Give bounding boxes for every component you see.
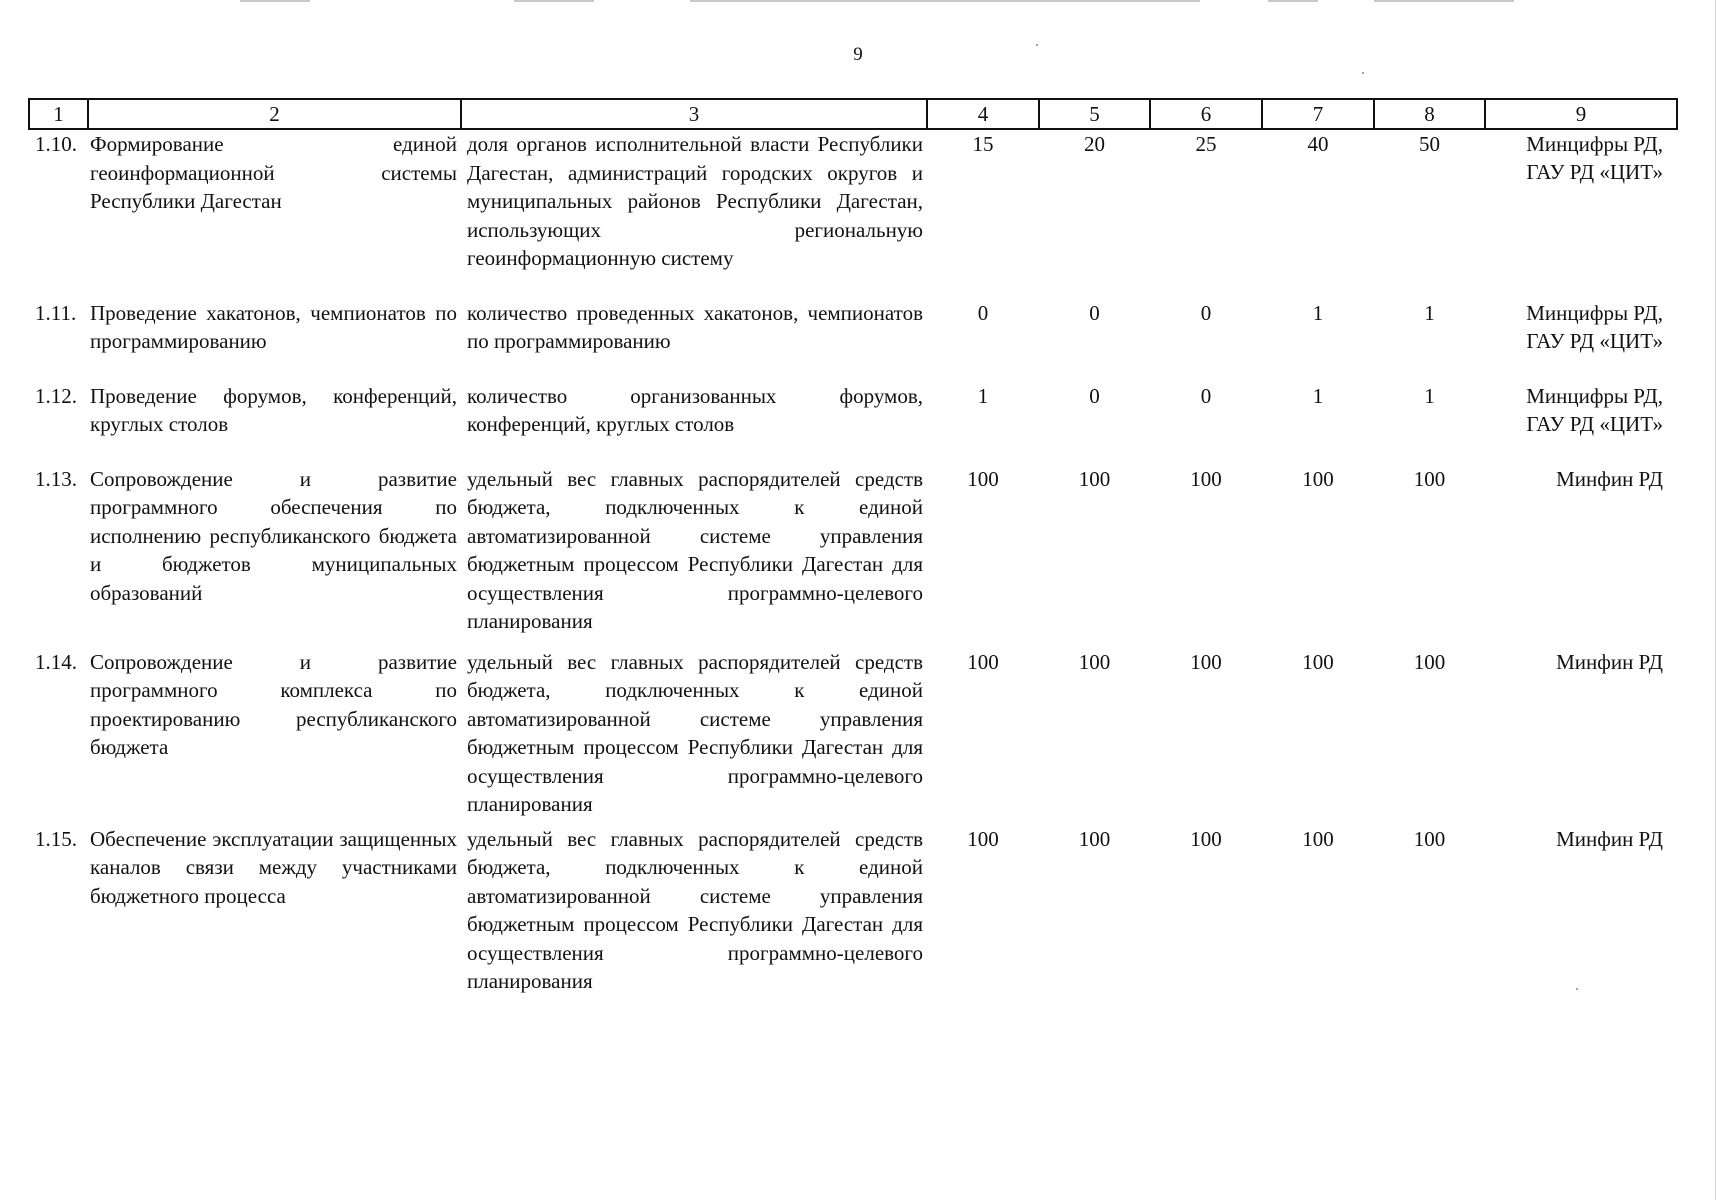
indicator-text: удельный вес главных распорядителей средств бюджета, подключенных к единой автоматизированной системе управления бюджетным процессом Республики Дагестан для осуществления программно-целевого планирования xyxy=(467,649,923,816)
measure-name: Проведение форумов, конференций, круглых столов xyxy=(90,383,457,436)
table-row xyxy=(29,382,1677,465)
indicator-text: количество проведенных хакатонов, чемпионатов по программированию xyxy=(467,300,923,353)
indicator-text: удельный вес главных распорядителей средств бюджета, подключенных к единой автоматизированной системе управления бюджетным процессом Республики Дагестан для осуществления программно-целевого планирования xyxy=(467,826,923,993)
value-col-8: 50 xyxy=(1419,132,1440,156)
value-col-5: 100 xyxy=(1078,649,1111,674)
indicator-text: доля органов исполнительной власти Республики Дагестан, администраций городских округов и муниципальных районов Республики Дагестан, использующих региональную геоинформационную систему xyxy=(467,132,923,270)
value-col-8: 100 xyxy=(1413,649,1446,674)
indicator-text: удельный вес главных распорядителей средств бюджета, подключенных к единой автоматизированной системе управления бюджетным процессом Республики Дагестан для осуществления программно-целевого планирования xyxy=(467,466,923,633)
col-header: 3 xyxy=(461,99,927,129)
value-col-6: 25 xyxy=(1195,132,1217,156)
value-col-7: 1 xyxy=(1312,300,1324,325)
measures-table xyxy=(28,98,1678,996)
row-number: 1.14. xyxy=(35,649,77,674)
col-header: 5 xyxy=(1039,99,1150,129)
indicator-text: количество организованных форумов, конференций, круглых столов xyxy=(467,383,923,436)
table-row xyxy=(29,299,1677,382)
value-col-5: 100 xyxy=(1078,826,1111,851)
value-col-8: 100 xyxy=(1413,466,1446,491)
value-col-7: 100 xyxy=(1302,649,1334,674)
value-col-4: 100 xyxy=(967,649,999,674)
table-row xyxy=(29,129,1677,299)
value-col-8: 100 xyxy=(1413,826,1446,851)
responsible-org: Минцифры РД, ГАУ РД «ЦИТ» xyxy=(1526,300,1663,353)
value-col-5: 0 xyxy=(1089,383,1100,408)
column-number-header xyxy=(29,99,1677,129)
value-col-7: 1 xyxy=(1312,383,1324,408)
measure-name: Формирование единой геоинформационной системы Республики Дагестан xyxy=(90,132,457,213)
col-header: 4 xyxy=(927,99,1039,129)
responsible-org: Минфин РД xyxy=(1556,466,1663,491)
value-col-5: 100 xyxy=(1078,466,1111,491)
scan-top-line xyxy=(1268,0,1318,2)
value-col-8: 1 xyxy=(1424,383,1435,408)
value-col-5: 0 xyxy=(1089,300,1100,325)
value-col-4: 0 xyxy=(977,300,989,325)
col-header: 6 xyxy=(1150,99,1262,129)
scan-top-line xyxy=(1374,0,1514,2)
col-header: 7 xyxy=(1262,99,1374,129)
scan-top-line xyxy=(690,0,1200,2)
value-col-6: 0 xyxy=(1200,300,1212,325)
value-col-6: 100 xyxy=(1190,466,1222,491)
row-number: 1.11. xyxy=(35,300,77,325)
value-col-8: 1 xyxy=(1424,300,1435,325)
col-header: 2 xyxy=(88,99,461,129)
responsible-org: Минцифры РД, ГАУ РД «ЦИТ» xyxy=(1526,383,1663,436)
table-row xyxy=(29,636,1677,819)
measure-name: Проведение хакатонов, чемпионатов по программированию xyxy=(90,300,457,353)
col-header: 9 xyxy=(1485,99,1677,129)
table-row xyxy=(29,819,1677,996)
value-col-6: 0 xyxy=(1200,383,1212,408)
row-number: 1.13. xyxy=(35,466,77,491)
value-col-6: 100 xyxy=(1190,826,1222,851)
value-col-7: 40 xyxy=(1307,132,1329,156)
scan-top-line xyxy=(514,0,594,2)
page-number: 9 xyxy=(853,44,863,65)
row-number: 1.15. xyxy=(35,826,77,851)
responsible-org: Минфин РД xyxy=(1556,649,1663,674)
scan-speck xyxy=(1362,72,1364,74)
measure-name: Обеспечение эксплуатации защищенных каналов связи между участниками бюджетного процесса xyxy=(90,826,457,908)
value-col-4: 1 xyxy=(977,383,989,408)
responsible-org: Минфин РД xyxy=(1556,826,1663,851)
value-col-7: 100 xyxy=(1302,466,1334,491)
responsible-org: Минцифры РД, ГАУ РД «ЦИТ» xyxy=(1526,132,1663,184)
value-col-7: 100 xyxy=(1302,826,1334,851)
value-col-5: 20 xyxy=(1084,132,1105,156)
measure-name: Сопровождение и развитие программного комплекса по проектированию республиканского бюджета xyxy=(90,649,457,759)
value-col-6: 100 xyxy=(1190,649,1222,674)
table-row xyxy=(29,465,1677,636)
row-number: 1.12. xyxy=(35,383,77,408)
value-col-4: 100 xyxy=(967,466,999,491)
row-number: 1.10. xyxy=(35,132,77,156)
measure-name: Сопровождение и развитие программного обеспечения по исполнению республиканского бюджета и бюджетов муниципальных образований xyxy=(90,466,457,605)
col-header: 1 xyxy=(29,99,88,129)
value-col-4: 15 xyxy=(972,132,994,156)
col-header: 8 xyxy=(1374,99,1485,129)
scan-top-line xyxy=(240,0,310,2)
value-col-4: 100 xyxy=(967,826,999,851)
